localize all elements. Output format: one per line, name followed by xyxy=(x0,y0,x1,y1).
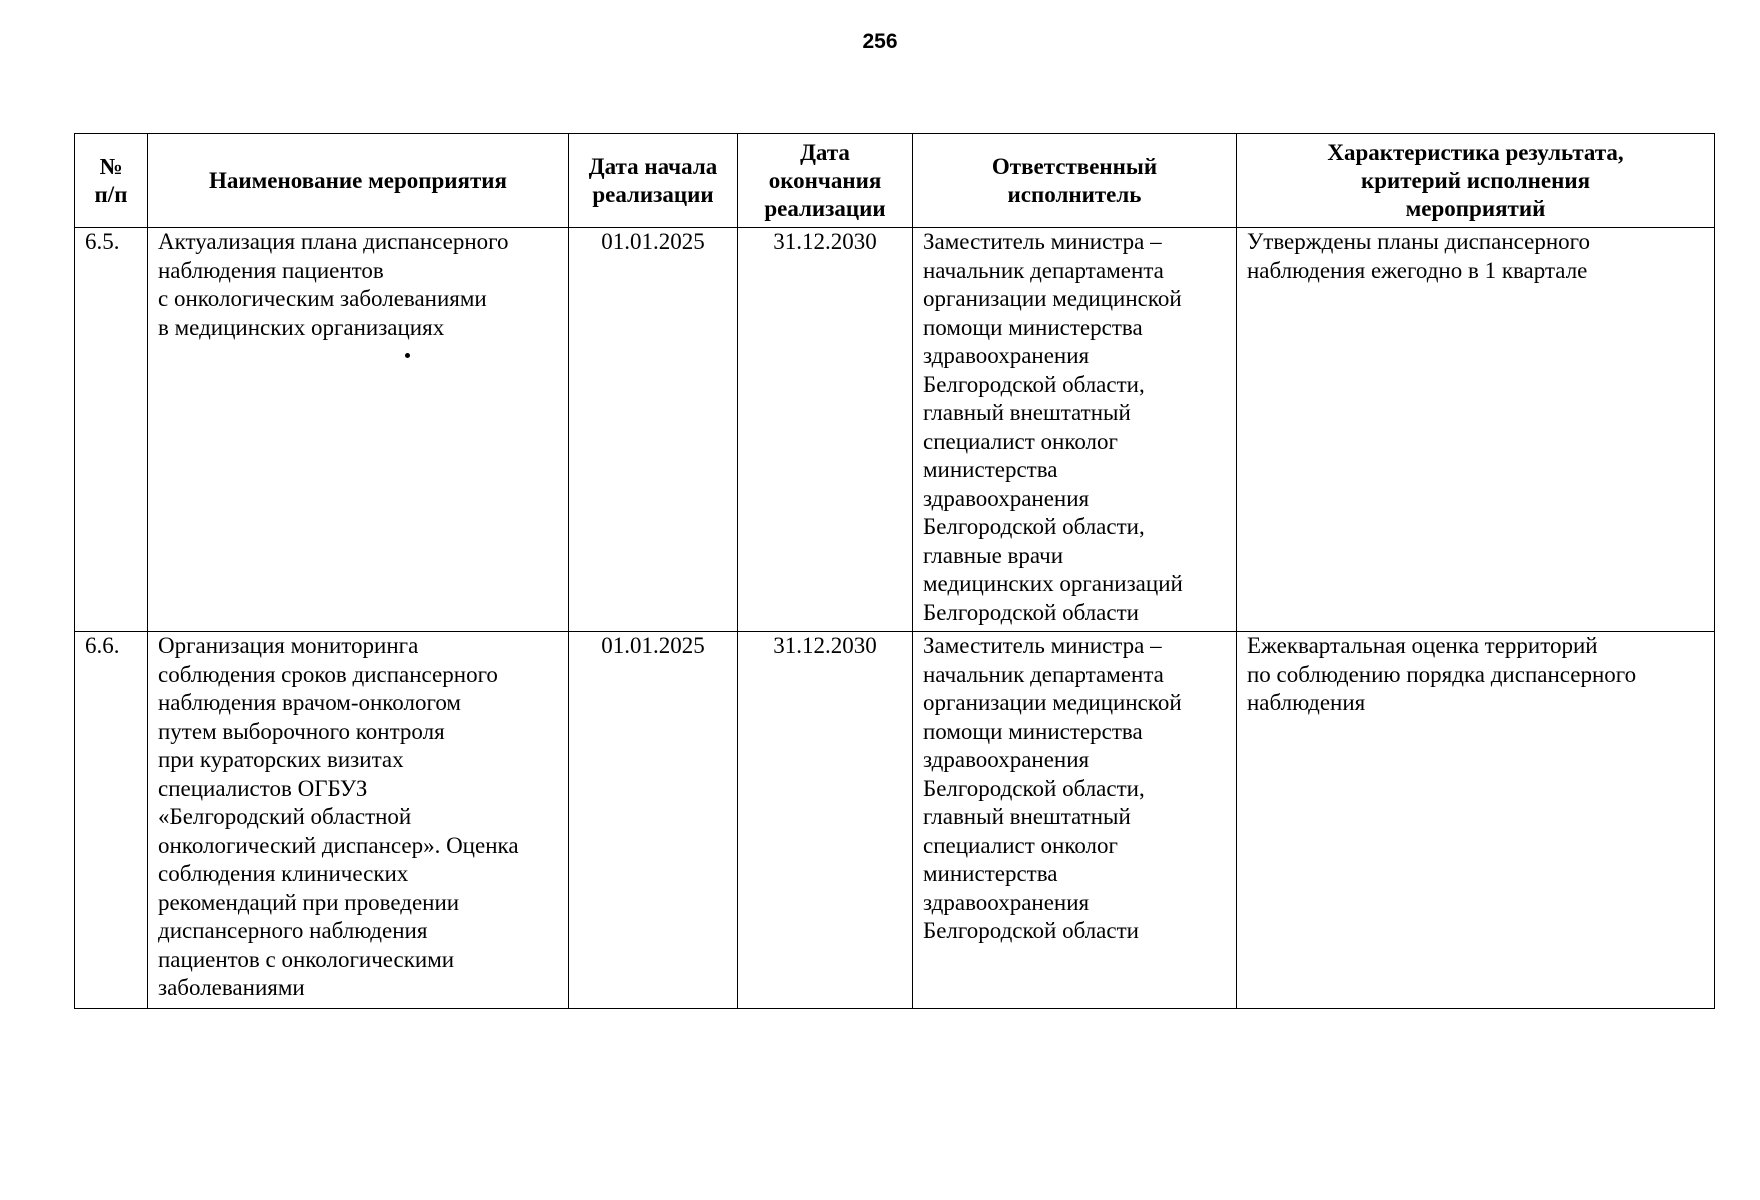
header-end-date: Дата окончания реализации xyxy=(738,134,913,228)
row-number: 6.6. xyxy=(75,632,148,1009)
activity-name: Организация мониторинга соблюдения сроков диспансерного наблюдения врачом-онкологом путем выборочного контроля при кураторских визитах специалистов ОГБУЗ «Белгородский областной онкологический диспансер». Оценка соблюдения клинических рекомендаций при проведении диспансерного наблюдения пациентов с онкологическими заболеваниями xyxy=(148,632,569,1009)
header-name: Наименование мероприятия xyxy=(148,134,569,228)
start-date: 01.01.2025 xyxy=(569,632,738,1009)
end-date: 31.12.2030 xyxy=(738,228,913,632)
responsible-executor: Заместитель министра – начальник департамента организации медицинской помощи министерства здравоохранения Белгородской области, главный внештатный специалист онколог министерства здравоохранения Белгородской области, главные врачи медицинских организаций Белгородской области xyxy=(913,228,1237,632)
end-date: 31.12.2030 xyxy=(738,632,913,1009)
result-characteristic: Утверждены планы диспансерного наблюдения ежегодно в 1 квартале xyxy=(1237,228,1715,632)
row-number: 6.5. xyxy=(75,228,148,632)
page-number: 256 xyxy=(862,30,898,53)
header-start-date: Дата начала реализации xyxy=(569,134,738,228)
header-result: Характеристика результата, критерий исполнения мероприятий xyxy=(1237,134,1715,228)
header-num: № п/п xyxy=(75,134,148,228)
table-row xyxy=(75,632,1715,1009)
scan-dot-mark xyxy=(405,353,410,358)
activity-name: Актуализация плана диспансерного наблюдения пациентов с онкологическим заболеваниями в медицинских организациях xyxy=(148,228,569,632)
table-row xyxy=(75,228,1715,632)
responsible-executor: Заместитель министра – начальник департамента организации медицинской помощи министерства здравоохранения Белгородской области, главный внештатный специалист онколог министерства здравоохранения Белгородской области xyxy=(913,632,1237,1009)
table-header-row xyxy=(75,134,1715,228)
start-date: 01.01.2025 xyxy=(569,228,738,632)
activities-table xyxy=(74,133,1715,1009)
result-characteristic: Ежеквартальная оценка территорий по соблюдению порядка диспансерного наблюдения xyxy=(1237,632,1715,1009)
header-responsible: Ответственный исполнитель xyxy=(913,134,1237,228)
